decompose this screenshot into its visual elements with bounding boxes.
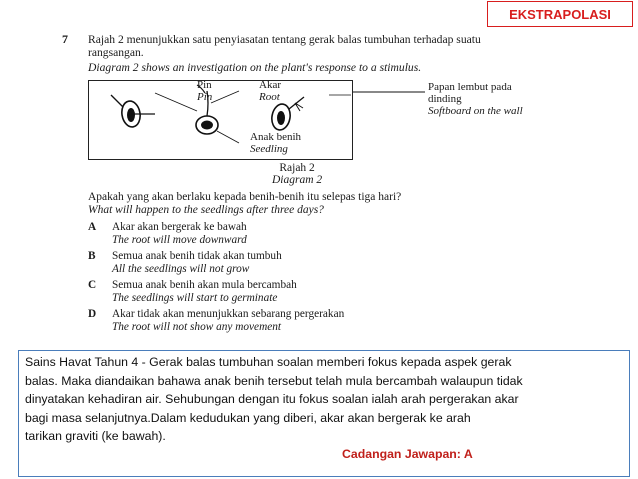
- diagram-caption: Rajah 2 Diagram 2: [272, 162, 323, 186]
- category-tag: EKSTRAPOLASI: [487, 1, 633, 27]
- option-b: B Semua anak benih tidak akan tumbuh All the seedlings will not grow: [88, 250, 282, 275]
- stem-malay: Rajah 2 menunjukkan satu penyiasatan tentang gerak balas tumbuhan terhadap suatu rangsangan.: [88, 33, 481, 59]
- question-stem: [88, 33, 528, 74]
- option-a: A Akar akan bergerak ke bawah The root will move downward: [88, 221, 247, 246]
- explanation-line: dinyatakan kehadiran air. Sehubungan dengan itu fokus soalan ialah arah pergerakan akar: [25, 392, 519, 406]
- explanation-line: tarikan graviti (ke bawah).: [25, 429, 166, 443]
- explanation-line: bagi masa selanjutnya.Dalam kedudukan yang diberi, akar akan bergerak ke arah: [25, 410, 471, 425]
- label-root: Akar Root: [259, 79, 281, 103]
- question-ask: Apakah yang akan berlaku kepada benih-benih itu selepas tiga hari? What will happen to the seedlings after three days?: [88, 191, 402, 216]
- explanation-box: [18, 350, 630, 477]
- question-scan: [62, 27, 542, 345]
- suggested-answer: Cadangan Jawapan: A: [342, 447, 473, 461]
- investigation-diagram: [88, 80, 353, 160]
- stem-english: Diagram 2 shows an investigation on the plant's response to a stimulus.: [88, 61, 422, 74]
- seedling-illustration: [89, 81, 351, 158]
- label-softboard: Papan lembut pada dinding Softboard on the wall: [428, 81, 523, 117]
- explanation-line: balas. Maka diandaikan bahawa anak benih tersebut telah mula bercambah walaupun tidak: [25, 373, 523, 388]
- option-d: D Akar tidak akan menunjukkan sebarang pergerakan The root will not show any movement: [88, 308, 345, 333]
- label-seedling: Anak benih Seedling: [250, 131, 302, 155]
- seedling-left: [111, 95, 155, 128]
- question-number: 7: [62, 32, 68, 46]
- label-pin: Pin Pin: [197, 79, 213, 103]
- explanation-line: Sains Havat Tahun 4 - Gerak balas tumbuhan soalan memberi fokus kepada aspek gerak: [25, 355, 512, 369]
- option-c: C Semua anak benih akan mula bercambah The seedlings will start to germinate: [88, 279, 297, 304]
